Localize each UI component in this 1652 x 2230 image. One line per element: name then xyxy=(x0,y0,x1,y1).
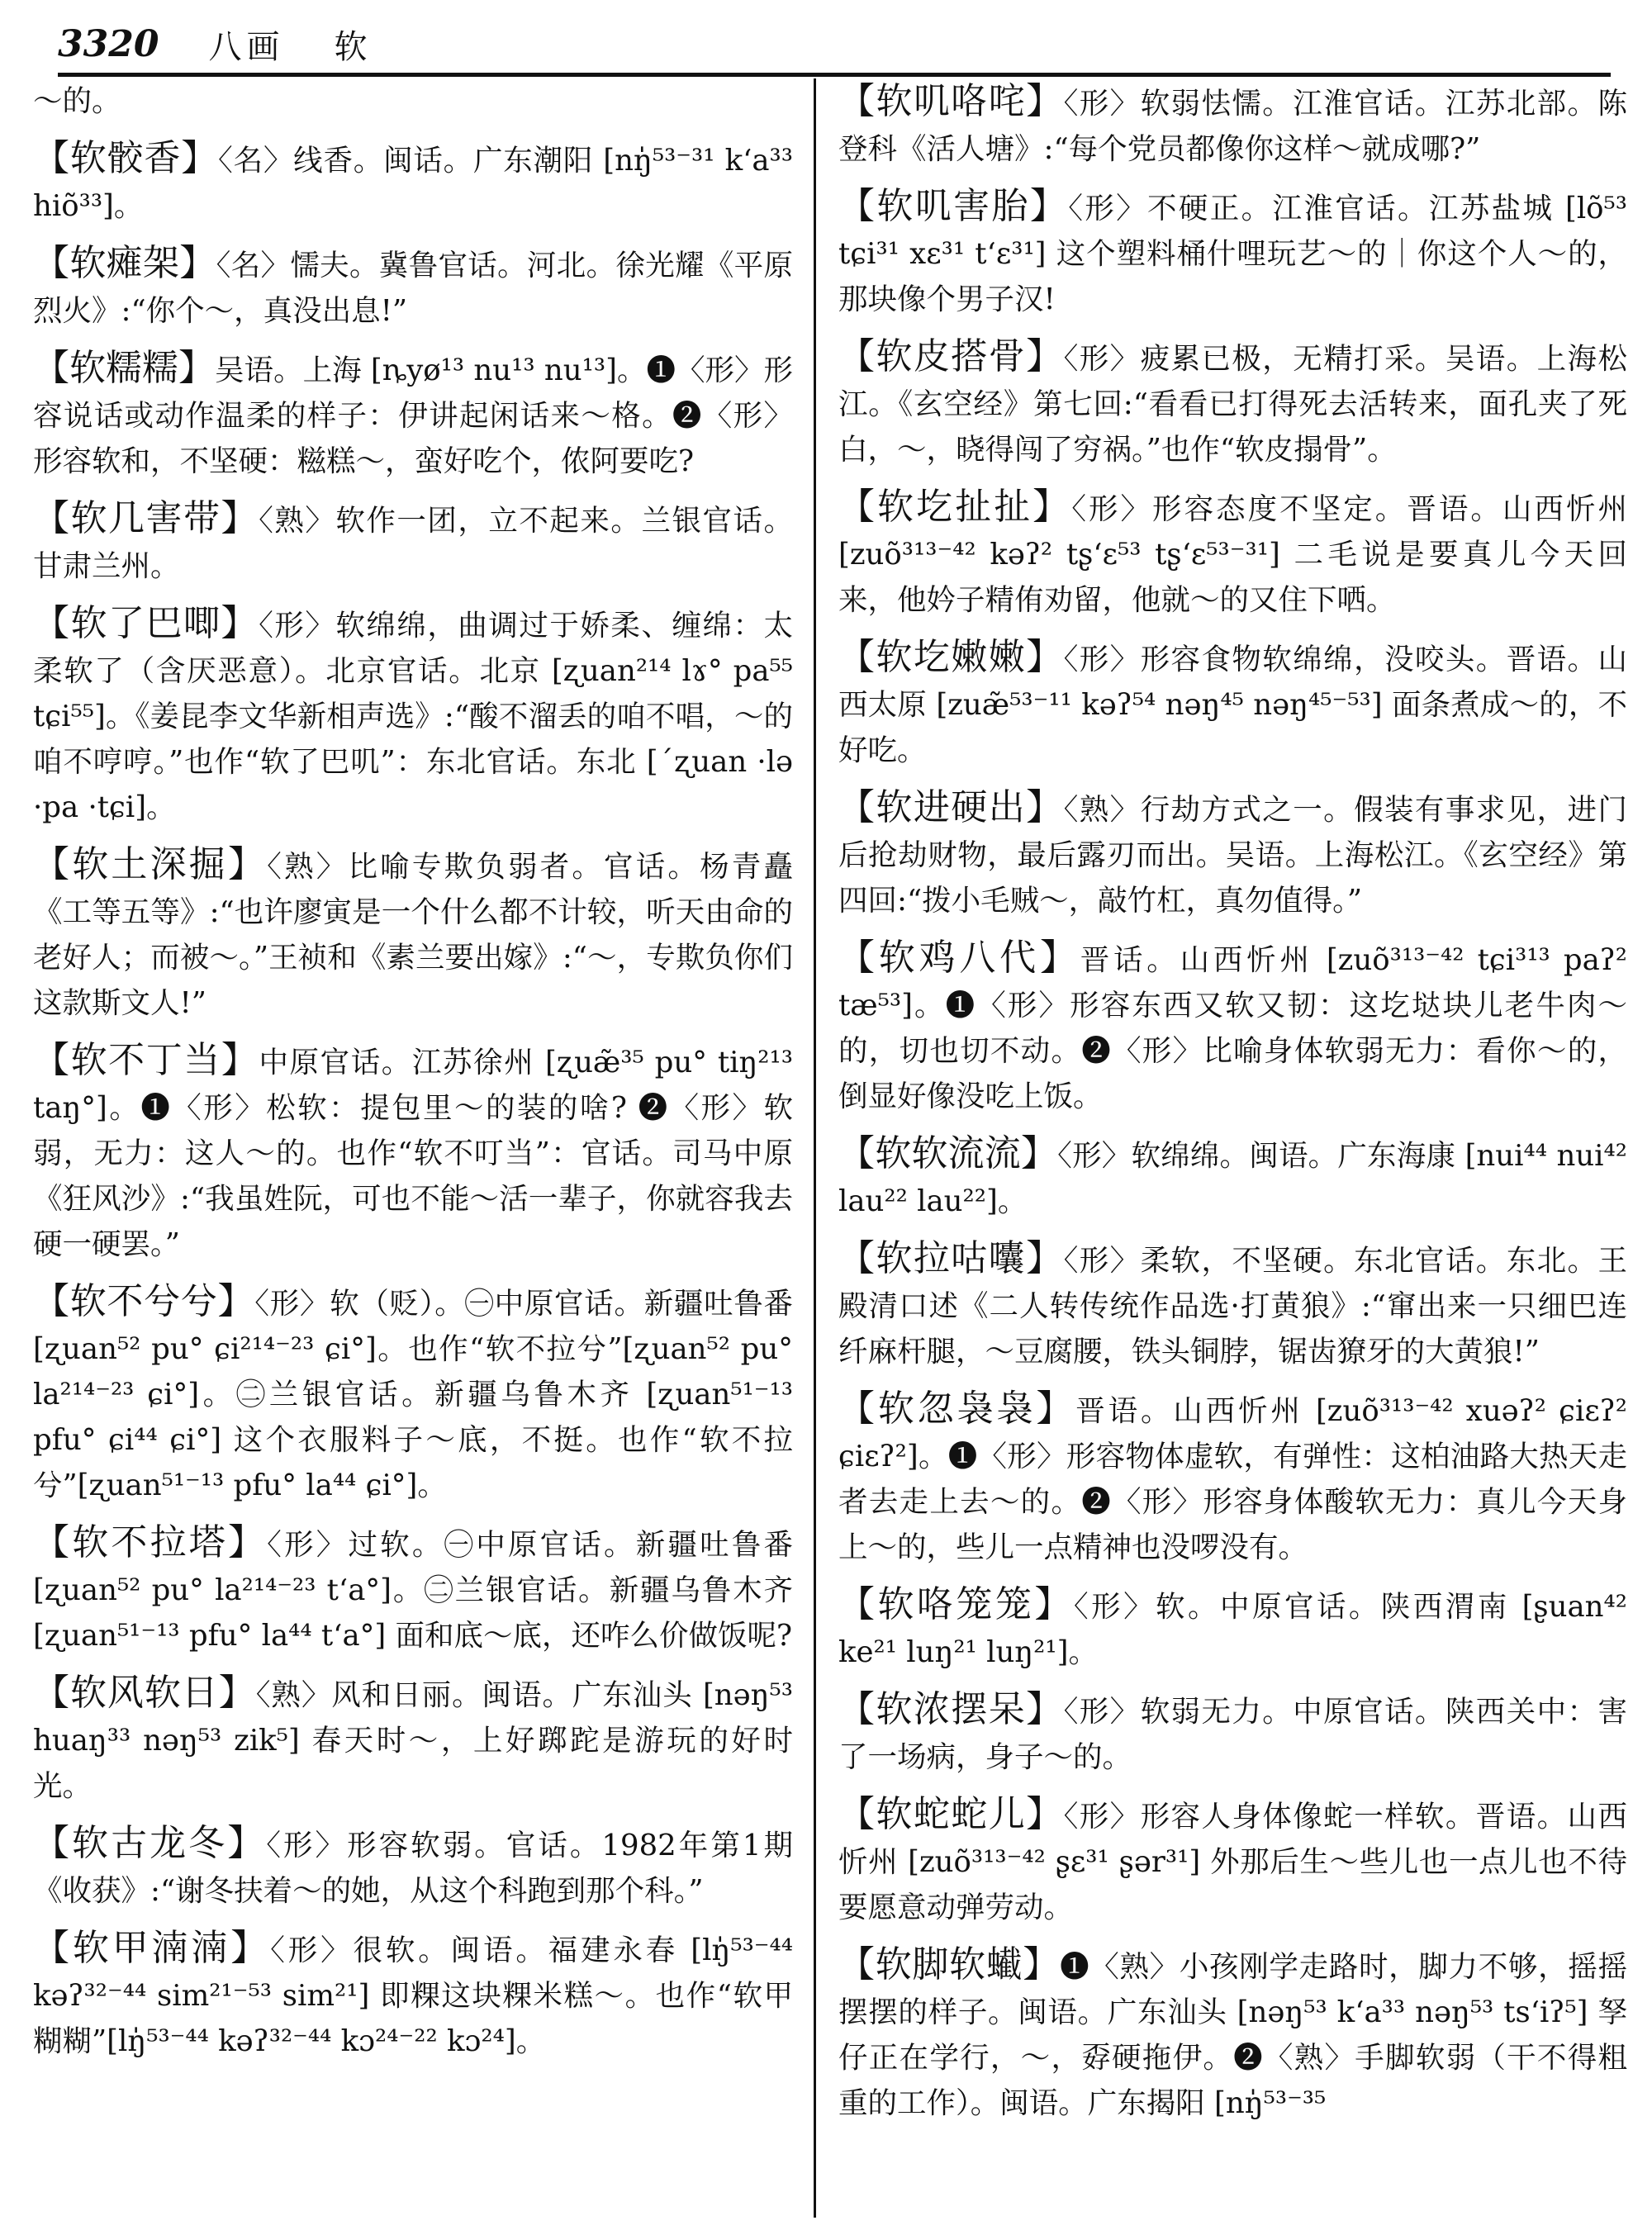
dictionary-entry xyxy=(838,484,1627,623)
radical-char: 软 xyxy=(334,27,368,66)
dictionary-entry xyxy=(838,1942,1627,2126)
entry-definition: 〈形〉软（贬）。㊀中原官话。新疆吐鲁番 [ʐuan⁵² pu° ɕi²¹⁴⁻²³ ɕi°]。也作“软不拉兮”[ʐuan⁵² pu° la²¹⁴⁻²³ ɕi°]。㊁兰银官话。新疆乌鲁木齐 [ʐuan⁵¹⁻¹³ pfu° ɕi⁴⁴ ɕi°] 这个衣服料子～底，不挺。也作“软不拉兮”[ʐuan⁵¹⁻¹³ pfu° la⁴⁴ ɕi°]。 xyxy=(33,1287,793,1502)
dictionary-entry xyxy=(33,1670,793,1809)
entry-definition: 〈形〉软绵绵，曲调过于娇柔、缠绵：太柔软了（含厌恶意）。北京官话。北京 [ʐuan²¹⁴ lɤ° pa⁵⁵ tɕi⁵⁵]。《姜昆李文华新相声选》:“酸不溜丢的咱不唱，～的咱不哼哼。”也作“软了巴叽”：东北官话。东北 [ˊʐuan ·lə ·pa ·tɕi]。 xyxy=(33,609,793,824)
entry-headword: 【软皮搭骨】 xyxy=(838,335,1064,377)
entry-definition: 〈形〉软绵绵。闽语。广东海康 [nui⁴⁴ nui⁴² lau²² lau²²]。 xyxy=(838,1139,1627,1218)
entry-definition: 〈形〉软。中原官话。陕西渭南 [ʂuan⁴² ke²¹ luŋ²¹ luŋ²¹]。 xyxy=(838,1590,1627,1669)
dictionary-entry xyxy=(33,496,793,589)
dictionary-entry xyxy=(33,135,793,229)
entry-definition: 晋话。山西忻州 [zuõ³¹³⁻⁴² tɕi³¹³ paʔ² tæ⁵³]。❶〈形〉形容东西又软又韧：这圪垯块儿老牛肉～的，切也切不动。❷〈形〉比喻身体软弱无力：看你～的，倒显好像没吃上饭。 xyxy=(838,943,1627,1113)
dictionary-entry xyxy=(838,935,1627,1119)
entry-headword: 【软圪嫩嫩】 xyxy=(838,636,1064,678)
dictionary-entry xyxy=(33,1520,793,1658)
dictionary-entry xyxy=(838,1582,1627,1675)
entry-headword: 【软骹香】 xyxy=(33,137,219,179)
column-divider xyxy=(814,78,816,2218)
entry-headword: 【软圪扯扯】 xyxy=(838,486,1072,528)
entry-definition: 〈形〉柔软，不坚硬。东北官话。东北。王殿清口述《二人转传统作品选·打黄狼》:“窜出来一只细巴连纤麻杆腿，～豆腐腰，铁头铜脖，锯齿獠牙的大黄狼!” xyxy=(838,1244,1627,1369)
entry-definition: 〈熟〉风和日丽。闽语。广东汕头 [nəŋ⁵³ huaŋ³³ nəŋ⁵³ zik⁵] 春天时～，上好踯跎是游玩的好时光。 xyxy=(33,1678,793,1803)
entry-headword: 【软叽害胎】 xyxy=(838,185,1069,227)
entry-definition: 〈名〉线香。闽话。广东潮阳 [nŋ̍⁵³⁻³¹ k‘a³³ hiõ³³]。 xyxy=(33,144,793,223)
dictionary-entry xyxy=(838,1791,1627,1930)
dictionary-entry xyxy=(838,634,1627,773)
entry-headword: 【软软流流】 xyxy=(838,1132,1058,1174)
right-column xyxy=(838,78,1627,2218)
entry-headword: 【软咯笼笼】 xyxy=(838,1583,1074,1625)
entry-definition: 〈熟〉比喻专欺负弱者。官话。杨青矗《工等五等》:“也许廖寅是一个什么都不计较，听天由命的老好人；而被～。”王祯和《素兰要出嫁》:“～，专欺负你们这款斯文人!” xyxy=(33,850,793,1020)
entry-definition: 〈形〉很软。闽语。福建永春 [lŋ̍⁵³⁻⁴⁴ kəʔ³²⁻⁴⁴ sim²¹⁻⁵³ sim²¹] 即粿这块粿米糕～。也作“软甲糊糊”[lŋ̍⁵³⁻⁴⁴ kəʔ³²⁻⁴⁴ kɔ²⁴⁻²² kɔ²⁴]。 xyxy=(33,1933,793,2058)
dictionary-entry xyxy=(838,1386,1627,1570)
entry-definition: 〈形〉形容软弱。官话。1982年第1期《收获》:“谢冬扶着～的她，从这个科跑到那个科。” xyxy=(33,1829,793,1908)
entry-headword: 【软叽咯咤】 xyxy=(838,80,1064,122)
entry-definition: 〈形〉不硬正。江淮官话。江苏盐城 [lõ⁵³ tɕi³¹ xɛ³¹ t‘ɛ³¹] 这个塑料桶什哩玩艺～的｜你这个人～的，那块像个男子汉! xyxy=(838,192,1627,316)
entry-definition: 〈形〉形容人身体像蛇一样软。晋语。山西忻州 [zuõ³¹³⁻⁴² ʂɛ³¹ ʂər³¹] 外那后生～些儿也一点儿也不待要愿意动弹劳动。 xyxy=(838,1800,1627,1924)
entry-definition: 〈形〉形容态度不坚定。晋语。山西忻州 [zuõ³¹³⁻⁴² kəʔ² tʂ‘ɛ⁵³ tʂ‘ɛ⁵³⁻³¹] 二毛说是要真儿今天回来，他妗子精侑劝留，他就～的又住下哂。 xyxy=(838,492,1627,617)
dictionary-entry xyxy=(838,78,1627,172)
dictionary-entry xyxy=(33,1925,793,2064)
entry-definition: 〈形〉软弱无力。中原官话。陕西关中：害了一场病，身子～的。 xyxy=(838,1695,1627,1774)
entry-headword: 【软不丁当】 xyxy=(33,1039,259,1081)
left-column xyxy=(33,78,793,2218)
page-header xyxy=(58,15,1611,77)
dictionary-entry xyxy=(33,240,793,334)
entry-definition: 〈名〉懦夫。冀鲁官话。河北。徐光耀《平原烈火》:“你个～，真没出息!” xyxy=(33,249,793,328)
entry-definition: 〈形〉过软。㊀中原官话。新疆吐鲁番 [ʐuan⁵² pu° la²¹⁴⁻²³ t‘a°]。㊁兰银官话。新疆乌鲁木齐 [ʐuan⁵¹⁻¹³ pfu° la⁴⁴ t‘a°] 面和底～底，还咋么价做饭呢? xyxy=(33,1528,793,1653)
entry-headword: 【软进硬出】 xyxy=(838,786,1064,828)
entry-headword: 【软几害带】 xyxy=(33,497,259,539)
dictionary-entry xyxy=(838,785,1627,923)
entry-definition: 〈形〉形容食物软绵绵，没咬头。晋语。山西太原 [zuæ̃⁵³⁻¹¹ kəʔ⁵⁴ nəŋ⁴⁵ nəŋ⁴⁵⁻⁵³] 面条煮成～的，不好吃。 xyxy=(838,643,1627,767)
entry-headword: 【软古龙冬】 xyxy=(33,1822,267,1864)
dictionary-entry xyxy=(33,600,793,830)
entry-headword: 【软蛇蛇儿】 xyxy=(838,1793,1064,1835)
dictionary-entry xyxy=(33,842,793,1026)
entry-headword: 【软糯糯】 xyxy=(33,347,216,389)
dictionary-entry xyxy=(33,345,793,484)
section-label: 八画 xyxy=(208,27,285,66)
entry-headword: 【软瘫架】 xyxy=(33,242,216,284)
entry-definition: 〈形〉疲累已极，无精打采。吴语。上海松江。《玄空经》第七回:“看看已打得死去活转来，面孔夹了死白，～，晓得闯了穷祸。”也作“软皮搨骨”。 xyxy=(838,342,1627,467)
dictionary-entry xyxy=(33,1279,793,1508)
entry-headword: 【软忽袅袅】 xyxy=(838,1388,1076,1430)
entry-headword: 【软土深掘】 xyxy=(33,843,268,885)
dictionary-entry xyxy=(838,1687,1627,1780)
entry-definition: ❶〈熟〉小孩刚学走路时，脚力不够，摇摇摆摆的样子。闽语。广东汕头 [nəŋ⁵³ k‘a³³ nəŋ⁵³ ts‘iʔ⁵] 孥仔正在学行，～，孬硬拖伊。❷〈熟〉手脚软弱（干不得粗重的工作）。闽语。广东揭阳 [nŋ̍⁵³⁻³⁵ xyxy=(838,1950,1627,2120)
entry-headword: 【软不兮兮】 xyxy=(33,1280,255,1322)
entry-definition: 〈熟〉行劫方式之一。假装有事求见，进门后抢劫财物，最后露刃而出。吴语。上海松江。《玄空经》第四回:“拨小毛贼～，敲竹杠，真勿值得。” xyxy=(838,793,1627,918)
entry-headword: 【软风软日】 xyxy=(33,1672,256,1714)
dictionary-entry xyxy=(33,1037,793,1267)
entry-definition: 〈形〉软弱怯懦。江淮官话。江苏北部。陈登科《活人塘》:“每个党员都像你这样～就成哪?” xyxy=(838,87,1627,166)
entry-headword: 【软鸡八代】 xyxy=(838,937,1080,979)
entry-headword: 【软脚软蠘】 xyxy=(838,1943,1061,1986)
dictionary-entry xyxy=(838,1131,1627,1224)
entry-definition: 晋语。山西忻州 [zuõ³¹³⁻⁴² xuəʔ² ɕiɛʔ² ɕiɛʔ²]。❶〈形〉形容物体虚软，有弹性：这柏油路大热天走者去走上去～的。❷〈形〉形容身体酸软无力：真儿今天身上～的，些儿一点精神也没啰没有。 xyxy=(838,1394,1627,1564)
page-number: 3320 xyxy=(58,22,159,65)
entry-headword: 【软不拉塔】 xyxy=(33,1521,268,1563)
dictionary-entry xyxy=(838,1236,1627,1374)
entry-definition: 〈熟〉软作一团，立不起来。兰银官话。甘肃兰州。 xyxy=(33,504,793,583)
continuation-text: ～的。 xyxy=(33,84,121,118)
entry-definition: 中原官话。江苏徐州 [ʐuæ̃³⁵ pu° tiŋ²¹³ taŋ°]。❶〈形〉松软：提包里～的装的啥? ❷〈形〉软弱，无力：这人～的。也作“软不叮当”：官话。司马中原《狂风沙》:“我虽姓阮，可也不能～活一辈子，你就容我去硬一硬罢。” xyxy=(33,1046,793,1261)
dictionary-entry xyxy=(33,1820,793,1914)
entry-definition: 吴语。上海 [ȵyø¹³ nu¹³ nu¹³]。❶〈形〉形容说话或动作温柔的样子：伊讲起闲话来～格。❷〈形〉形容软和，不坚硬：糍糕～，蛮好吃个，侬阿要吃? xyxy=(33,353,793,478)
dictionary-entry xyxy=(838,334,1627,472)
entry-headword: 【软甲湳湳】 xyxy=(33,1927,271,1969)
entry-headword: 【软浓摆呆】 xyxy=(838,1688,1064,1730)
entry-headword: 【软了巴唧】 xyxy=(33,602,259,644)
entry-headword: 【软拉咕囔】 xyxy=(838,1237,1064,1279)
dictionary-entry xyxy=(838,183,1627,322)
